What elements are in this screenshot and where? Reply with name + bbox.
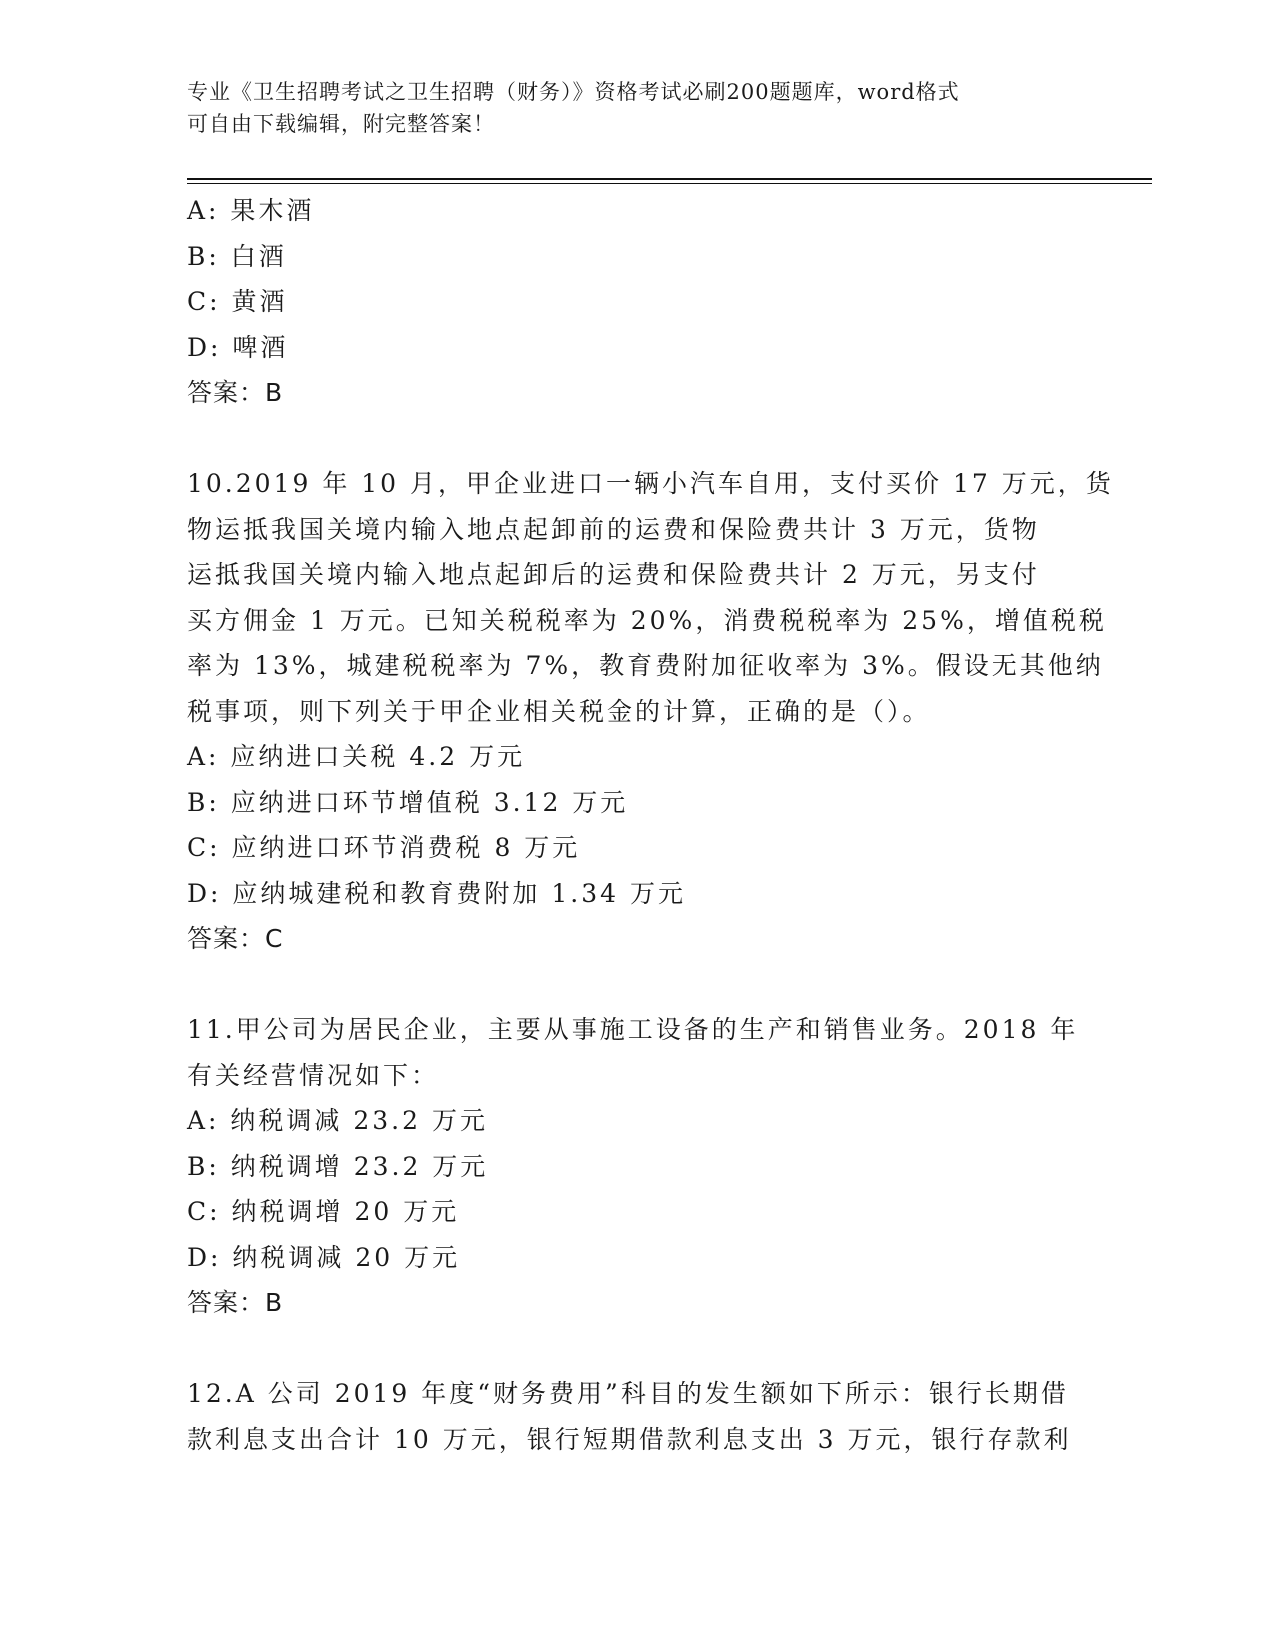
answer: 答案：B	[187, 378, 284, 407]
question-11	[187, 1007, 1087, 1326]
document-header	[187, 76, 1087, 140]
question-10	[187, 461, 1114, 962]
question-9	[187, 188, 1087, 416]
option-d: D: 应纳城建税和教育费附加 1.34 万元	[187, 878, 686, 908]
question-text-line: 有关经营情况如下：	[187, 1060, 440, 1090]
answer: 答案：C	[187, 924, 284, 953]
question-text-line: 款利息支出合计 10 万元，银行短期借款利息支出 3 万元，银行存款利	[187, 1424, 1072, 1454]
option-b: B: 应纳进口环节增值税 3.12 万元	[187, 787, 629, 817]
document-body	[187, 188, 1114, 1462]
question-text-line: 10.2019 年 10 月，甲企业进口一辆小汽车自用，支付买价 17 万元，货	[187, 469, 1114, 498]
option-d: D: 纳税调减 20 万元	[187, 1242, 461, 1272]
option-c: C: 纳税调增 20 万元	[187, 1197, 460, 1226]
option-c: C: 黄酒	[187, 287, 288, 316]
question-text-line: 物运抵我国关境内输入地点起卸前的运费和保险费共计 3 万元，货物	[187, 514, 1040, 544]
header-rule-thin	[187, 183, 1152, 184]
answer: 答案：B	[187, 1288, 284, 1317]
header-line-1: 专业《卫生招聘考试之卫生招聘（财务）》资格考试必刷200题题库，word格式	[187, 80, 960, 104]
question-12	[187, 1371, 1087, 1462]
option-b: B: 纳税调增 23.2 万元	[187, 1151, 489, 1181]
header-line-2: 可自由下载编辑，附完整答案！	[187, 112, 495, 136]
option-a: A: 果木酒	[187, 196, 315, 225]
question-text-line: 运抵我国关境内输入地点起卸后的运费和保险费共计 2 万元，另支付	[187, 560, 1040, 589]
question-text-line: 率为 13%，城建税税率为 7%，教育费附加征收率为 3%。假设无其他纳	[187, 651, 1104, 680]
spacer	[187, 1326, 1087, 1372]
option-b: B: 白酒	[187, 241, 287, 271]
option-a: A: 纳税调减 23.2 万元	[187, 1106, 488, 1135]
question-text-line: 买方佣金 1 万元。已知关税税率为 20%，消费税税率为 25%，增值税税	[187, 605, 1107, 635]
question-text-line: 税事项，则下列关于甲企业相关税金的计算，正确的是（）。	[187, 696, 931, 726]
spacer	[187, 416, 1087, 462]
header-rule-thick	[187, 178, 1152, 180]
spacer	[187, 962, 1087, 1008]
option-a: A: 应纳进口关税 4.2 万元	[187, 742, 526, 771]
option-d: D: 啤酒	[187, 332, 289, 362]
question-text-line: 12.A 公司 2019 年度“财务费用”科目的发生额如下所示：银行长期借	[187, 1379, 1069, 1408]
option-c: C: 应纳进口环节消费税 8 万元	[187, 833, 581, 862]
question-text-line: 11.甲公司为居民企业，主要从事施工设备的生产和销售业务。2018 年	[187, 1015, 1079, 1044]
